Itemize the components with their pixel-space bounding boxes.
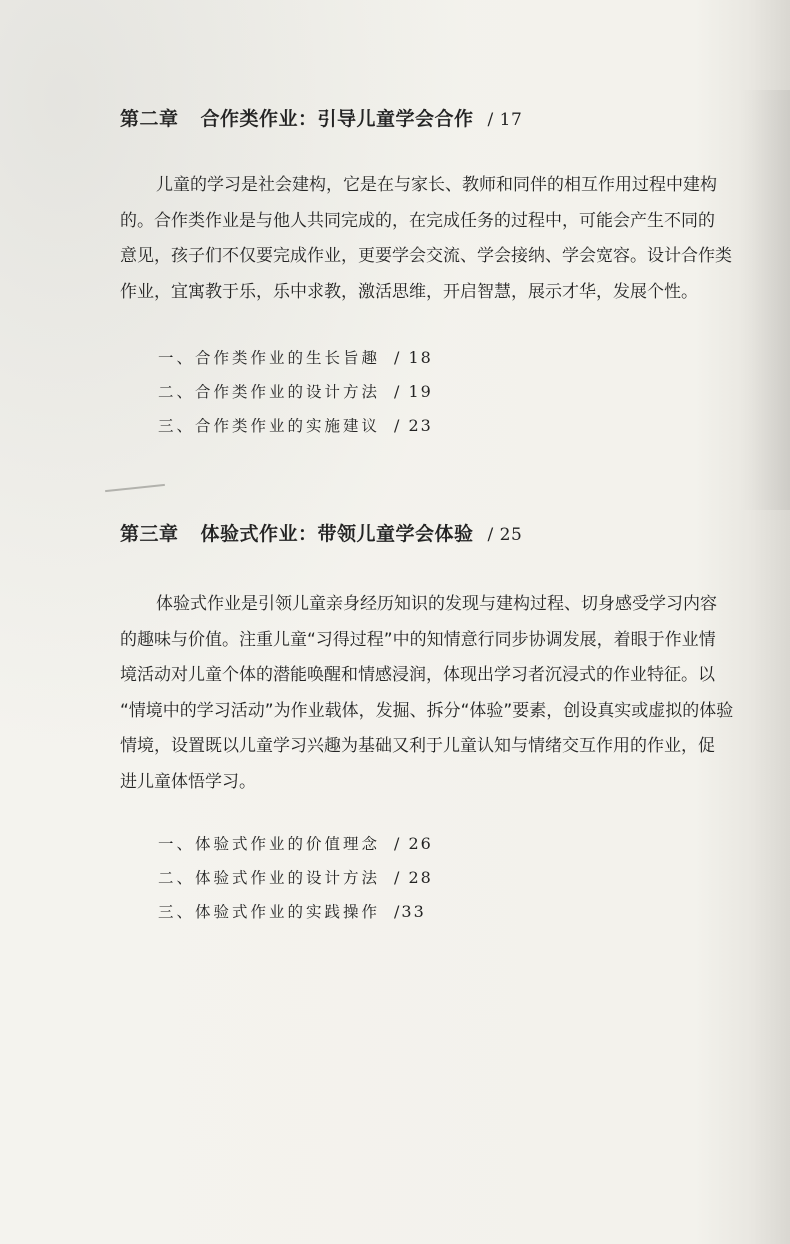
chapter-3-intro [120, 587, 780, 800]
chapter-3-intro-line: 进儿童体悟学习。 [120, 771, 256, 792]
toc-entry[interactable] [158, 827, 433, 861]
toc-entry[interactable] [158, 341, 433, 375]
print-smudge [105, 484, 165, 492]
chapter-3-intro-line: “情境中的学习活动”为作业载体，发掘、拆分“体验”要素，创设真实或虚拟的体验 [120, 700, 734, 721]
chapter-3-intro-line: 的趣味与价值。注重儿童“习得过程”中的知情意行同步协调发展，着眼于作业情 [120, 629, 716, 650]
chapter-2-intro [120, 168, 780, 310]
toc-entry-title: 二、合作类作业的设计方法 [158, 383, 381, 401]
chapter-2-intro-line: 作业，宜寓教于乐，乐中求教，激活思维，开启智慧，展示才华，发展个性。 [120, 281, 698, 302]
toc-entry-title: 一、体验式作业的价值理念 [158, 835, 381, 853]
toc-entry-page: / 26 [394, 834, 433, 853]
toc-entry-page: / 19 [394, 382, 433, 401]
chapter-3-subtitle: 体验式作业：带领儿童学会体验 [200, 523, 474, 545]
toc-entry-title: 二、体验式作业的设计方法 [158, 869, 381, 887]
toc-entry-page: / 28 [394, 868, 433, 887]
toc-entry-page: / 23 [394, 416, 433, 435]
chapter-2-sections [158, 341, 433, 443]
chapter-3-sections [158, 827, 433, 929]
toc-entry-page: /33 [394, 902, 426, 921]
chapter-2-heading [120, 104, 522, 131]
chapter-3-intro-line: 体验式作业是引领儿童亲身经历知识的发现与建构过程、切身感受学习内容 [156, 594, 717, 614]
toc-entry-title: 三、合作类作业的实施建议 [158, 417, 381, 435]
toc-entry[interactable] [158, 375, 433, 409]
chapter-2-page: / 17 [487, 110, 523, 130]
chapter-3-intro-line: 境活动对儿童个体的潜能唤醒和情感浸润，体现出学习者沉浸式的作业特征。以 [120, 665, 715, 685]
toc-entry-page: / 18 [394, 348, 433, 367]
toc-entry-title: 三、体验式作业的实践操作 [158, 903, 381, 921]
chapter-3-heading [120, 519, 522, 546]
chapter-2-intro-line: 的。合作类作业是与他人共同完成的，在完成任务的过程中，可能会产生不同的 [120, 210, 715, 231]
chapter-3-intro-line: 情境，设置既以儿童学习兴趣为基础又利于儿童认知与情绪交互作用的作业，促 [120, 736, 715, 756]
chapter-2-subtitle: 合作类作业：引导儿童学会合作 [200, 108, 474, 130]
chapter-2-intro-line: 意见，孩子们不仅要完成作业，更要学会交流、学会接纳、学会宽容。设计合作类 [120, 246, 732, 266]
chapter-2-intro-line: 儿童的学习是社会建构，它是在与家长、教师和同伴的相互作用过程中建构 [156, 175, 717, 195]
chapter-2-title: 第二章 [120, 108, 179, 130]
toc-entry[interactable] [158, 861, 433, 895]
toc-entry[interactable] [158, 895, 433, 929]
toc-entry[interactable] [158, 409, 433, 443]
chapter-3-title: 第三章 [120, 523, 179, 545]
chapter-3-page: / 25 [487, 525, 523, 545]
toc-entry-title: 一、合作类作业的生长旨趣 [158, 349, 381, 367]
